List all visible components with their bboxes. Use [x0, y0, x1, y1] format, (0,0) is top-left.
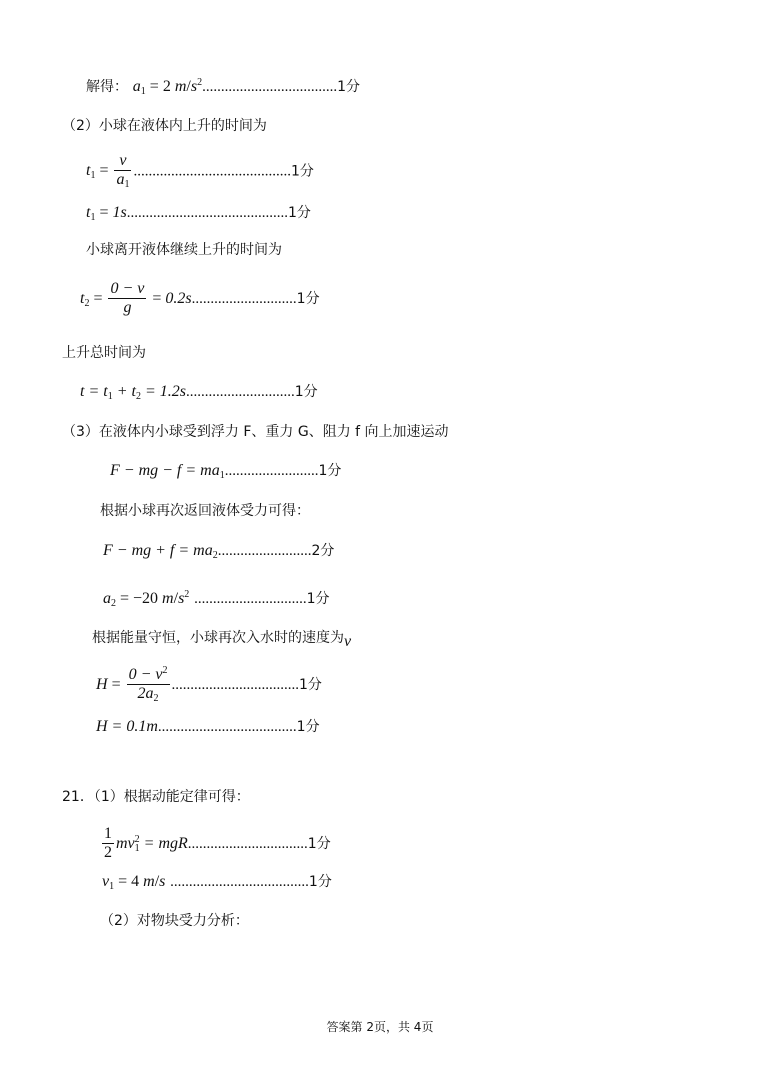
solution-line-t-total: $t = t_1 + t_2 = 1.2s.............................1$分: [80, 383, 318, 402]
score-label: 1分: [294, 384, 318, 400]
score-label: 1分: [290, 163, 314, 180]
solution-line-force-up: F − mg − $f = ma_1.........................1$分: [110, 462, 342, 481]
solution-line-t1-fraction: $t_1$ = $\frac{v}{a_1}$ ..........................................1分: [86, 152, 314, 191]
score-label: 2分: [311, 543, 335, 559]
text-leave-liquid: 小球离开液体继续上升的时间为: [86, 242, 282, 258]
leader-dots: ............................: [191, 290, 297, 307]
label-jiede: 解得：: [86, 79, 128, 95]
solution-line-t2: $t_2$ = $\frac{0 - v}{g}$ = 0.2s............................1分: [80, 280, 320, 317]
section-3-heading: （3）在液体内小球受到浮力 F、重力 G、阻力 f 向上加速运动: [62, 424, 449, 440]
solution-line-t1-value: $t_1 = 1s...........................................1$分: [86, 204, 311, 223]
leader-dots: ....................................: [202, 79, 338, 95]
solution-line-v1: $v_1 = 4$ m/s .....................................1分: [102, 873, 332, 892]
fraction-0-minus-v-over-g: $\frac{0 - v}{g}$: [110, 280, 145, 317]
leader-dots: ..............................: [194, 591, 307, 607]
score-label: 1分: [287, 205, 311, 221]
solution-line-H-fraction: H = $\frac{0 - v^2}{2a_2}$ ..................................1分: [96, 665, 322, 705]
leader-dots: .........................: [224, 463, 319, 479]
question-21-part-2: （2）对物块受力分析：: [100, 913, 249, 929]
leader-dots: .....................................: [170, 874, 309, 890]
leader-dots: .....................................: [157, 719, 297, 735]
score-label: 1分: [296, 719, 320, 735]
text-return-force: 根据小球再次返回液体受力可得：: [100, 503, 310, 519]
score-label: 1分: [296, 290, 320, 307]
formula-a1: $a_1 = 2$ $m/s^2$: [132, 77, 203, 97]
page-footer: 答案第 2页，共 4页: [326, 1020, 434, 1034]
leader-dots: ..........................................: [133, 163, 291, 180]
solution-line-force-down: F − mg + $f = ma_2.........................2$分: [103, 542, 335, 561]
score-label: 1分: [308, 874, 332, 890]
section-2-heading: （2）小球在液体内上升的时间为: [62, 118, 267, 134]
leader-dots: .........................: [217, 543, 312, 559]
leader-dots: ................................: [187, 835, 308, 852]
text-energy-conservation: 根据能量守恒，小球再次入水时的速度为v: [92, 630, 352, 650]
score-label: 1分: [307, 835, 331, 852]
fraction-one-half: $\frac{1}{2}$: [104, 825, 112, 862]
fraction-H: $\frac{0 - v^2}{2a_2}$: [128, 665, 168, 705]
question-21-heading: 21．（1）根据动能定律可得：: [62, 789, 250, 805]
leader-dots: .............................: [185, 384, 295, 400]
leader-dots: ..................................: [171, 676, 299, 693]
fraction-v-over-a1: $\frac{v}{a_1}$: [116, 152, 130, 191]
score-label: 1分: [337, 79, 360, 95]
leader-dots: ...........................................: [126, 205, 288, 221]
text-total-time: 上升总时间为: [62, 345, 146, 361]
score-label: 1分: [299, 676, 322, 693]
solution-line-H-value: H = 0.1m.....................................1分: [96, 718, 320, 735]
score-label: 1分: [318, 463, 342, 479]
score-label: 1分: [306, 591, 330, 607]
solution-line-a1: [86, 78, 360, 97]
solution-line-kinetic-energy: $\frac{1}{2}$ $mv_1^2 = mgR................................1$分: [104, 825, 331, 862]
solution-line-a2: $a_2 = -20$ $m/s^2$ ..............................1分: [103, 589, 330, 609]
